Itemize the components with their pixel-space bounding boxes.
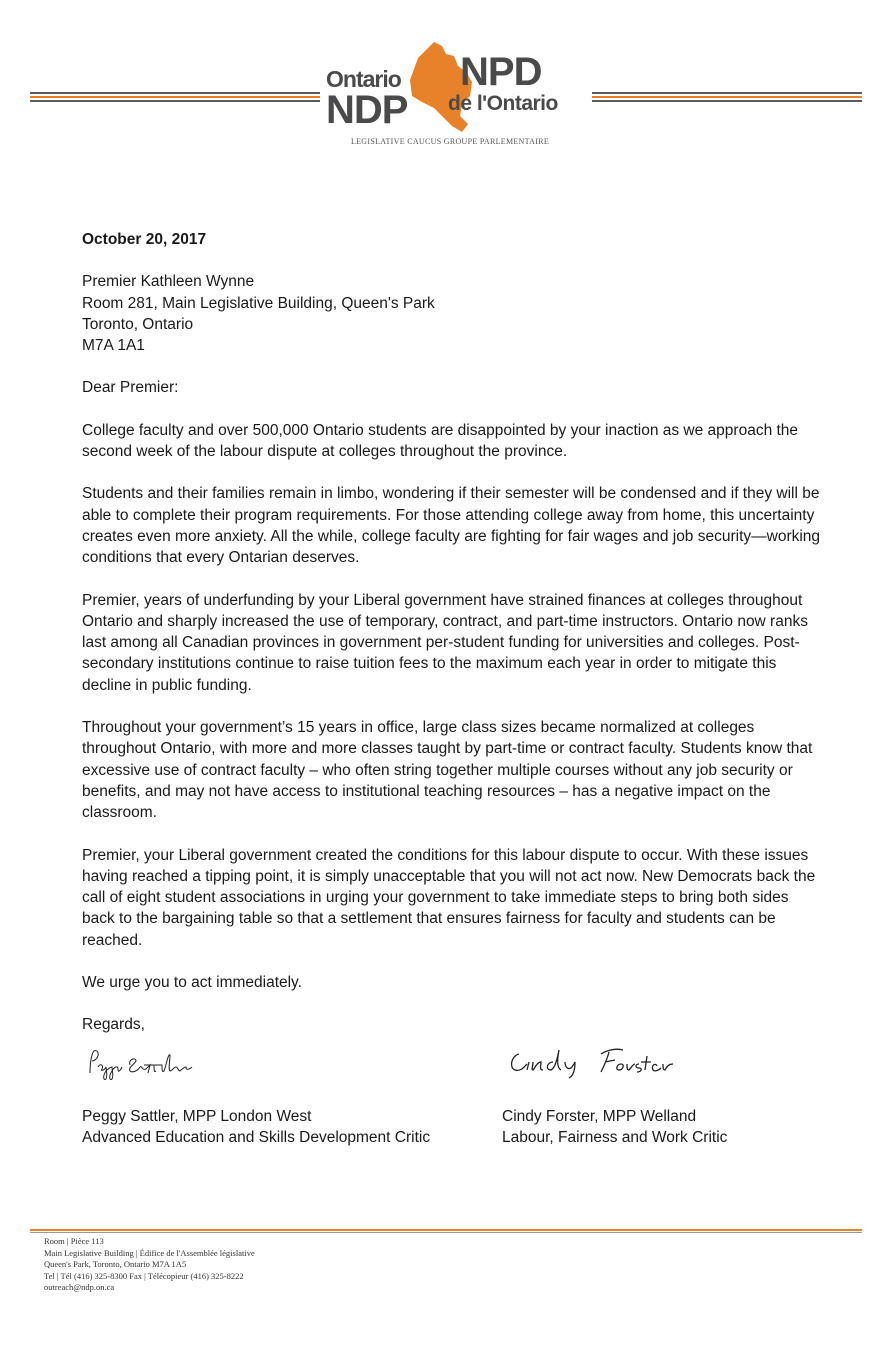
logo-ontario-text: Ontario [326, 66, 401, 92]
logo-npd-text: NPD [460, 50, 542, 94]
logo-ndp-text: NDP [326, 88, 408, 132]
paragraph: Students and their families remain in limbo, wondering if their semester will be condensed and if they will be able to complete their program requirements. For those attending college away from home, this uncertainty creates even more anxiety. All the while, college faculty are fighting for fair wages and job security—working conditions that every Ontarian deserves. [82, 485, 821, 567]
signer-title: Advanced Education and Skills Development Critic [82, 1129, 431, 1147]
footer-line: Room | Pièce 113 [44, 1236, 104, 1246]
footer-line: Queen's Park, Toronto, Ontario M7A 1A5 [44, 1259, 187, 1269]
header-rule-left [30, 92, 320, 102]
paragraph: Premier, your Liberal government created the conditions for this labour dispute to occur. With these issues having reached a tipping point, it is simply unacceptable that you will not act now. New Democrats back the call of eight student associations in urging your government to take immediate steps to bring both sides back to the bargaining table so that a settlement that ensures fairness for faculty and students can be reached. [82, 846, 816, 949]
recipient-line: M7A 1A1 [82, 337, 145, 355]
paragraph: College faculty and over 500,000 Ontario students are disappointed by your inaction as we approach the second week of the labour dispute at colleges throughout the province. [82, 421, 799, 461]
signer-title: Labour, Fairness and Work Critic [502, 1129, 728, 1147]
signature-peggy-sattler [84, 1043, 214, 1083]
paragraph: Throughout your government’s 15 years in office, large class sizes became normalized at colleges throughout Ontario, with more and more classes taught by part-time or contract faculty. Students know that excessive use of contract faculty – who often string together multiple courses without any job security or benefits, and may not have access to institutional teaching resources – has a negative impact on the classroom. [82, 719, 813, 822]
salutation: Dear Premier: [82, 379, 179, 397]
signer-name: Cindy Forster, MPP Welland [502, 1108, 697, 1125]
paragraph: Premier, years of underfunding by your Liberal government have strained finances at colleges throughout Ontario and sharply increased the use of temporary, contract, and part-time instructors. Ontario now ranks last among all Canadian provinces in government per-student funding for universities and colleges. Post-secondary institutions continue to raise tuition fees to the maximum each year in order to mitigate this decline in public funding. [82, 591, 808, 694]
signer-block-right [502, 1106, 727, 1149]
logo-de-lontario-text: de l'Ontario [448, 92, 558, 115]
paragraph: We urge you to act immediately. [82, 974, 302, 992]
footer-line: Tel | Tél (416) 325-8300 Fax | Télécopieur (416) 325-8222 [44, 1270, 244, 1281]
letter-date: October 20, 2017 [82, 231, 207, 248]
recipient-address [82, 271, 822, 356]
footer-line: Main Legislative Building | Édifice de l'Assemblée législative [44, 1247, 255, 1258]
header-rule-right [592, 92, 862, 102]
recipient-line: Premier Kathleen Wynne [82, 273, 255, 291]
footer-email-link[interactable]: outreach@ndp.on.ca [44, 1282, 115, 1292]
footer-address [44, 1236, 255, 1294]
caucus-line: LEGISLATIVE CAUCUS GROUPE PARLEMENTAIRE [350, 137, 550, 146]
closing: Regards, [82, 1016, 145, 1034]
recipient-line: Room 281, Main Legislative Building, Queen's Park [82, 294, 435, 312]
letter-body [82, 229, 822, 1036]
signature-cindy-forster [505, 1040, 685, 1080]
ondp-logo [326, 38, 596, 134]
signer-name: Peggy Sattler, MPP London West [82, 1108, 312, 1125]
footer-rule [30, 1229, 862, 1233]
signer-block-left [82, 1106, 430, 1149]
recipient-line: Toronto, Ontario [82, 315, 194, 333]
